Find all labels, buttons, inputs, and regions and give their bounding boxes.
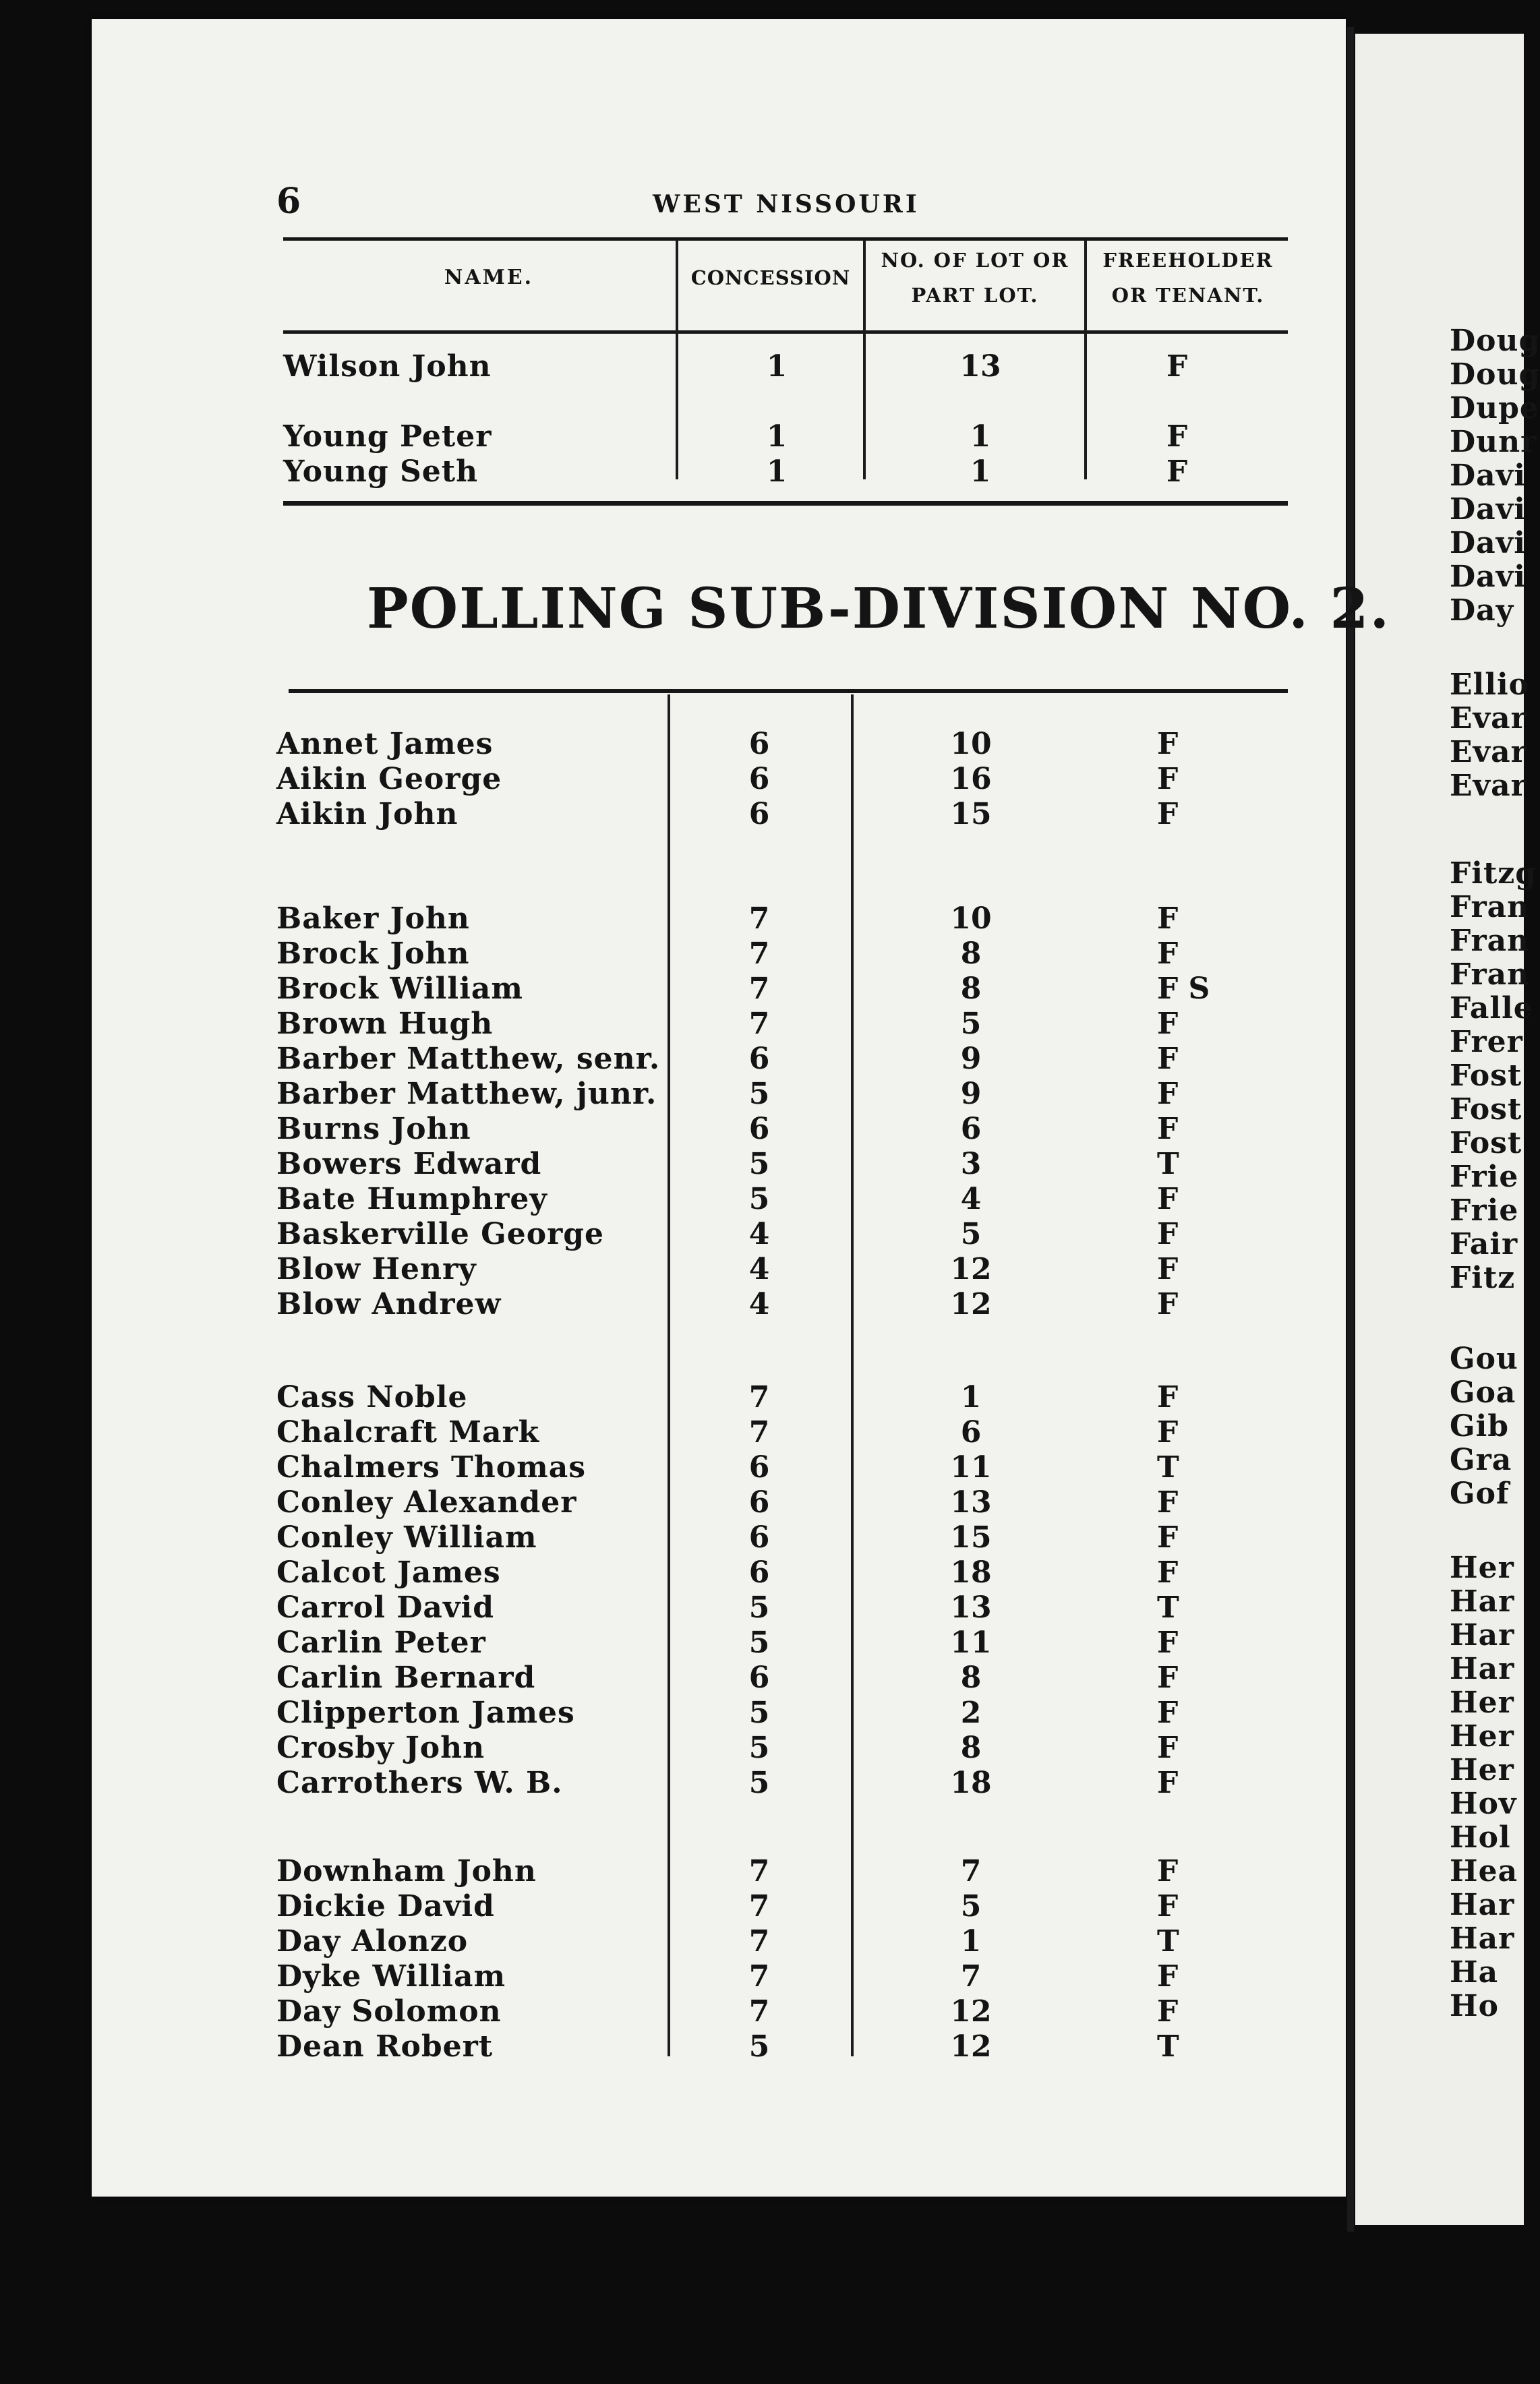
entry-concession: 6 [748, 1661, 770, 1695]
facing-page-name-fragment: Gra [1450, 1443, 1512, 1477]
facing-page-name-fragment: Her [1450, 1686, 1514, 1720]
entry-status: F [1166, 419, 1188, 454]
entry-name: Clipperton James [276, 1696, 575, 1730]
entry-status: F [1157, 1520, 1179, 1555]
entry-lot: 9 [960, 1077, 982, 1111]
entry-status: F [1157, 1042, 1179, 1076]
entry-lot: 15 [950, 1520, 992, 1555]
facing-page-name-fragment: Frer [1450, 1025, 1523, 1059]
facing-page-name-fragment: Her [1450, 1753, 1514, 1787]
entry-status: F [1157, 1415, 1179, 1450]
facing-page-name-fragment: Davi [1450, 492, 1526, 527]
entry-concession: 4 [748, 1252, 770, 1286]
entry-name: Young Peter [283, 419, 492, 454]
entry-lot: 7 [960, 1959, 982, 1994]
column-header-lot: NO. OF LOT OR PART LOT. [881, 249, 1069, 307]
column-header-status: FREEHOLDER OR TENANT. [1102, 249, 1274, 307]
entry-status: F [1157, 936, 1179, 971]
entry-name: Aikin John [276, 797, 458, 831]
entry-lot: 13 [959, 349, 1001, 384]
facing-page-name-fragment: Her [1450, 1719, 1514, 1754]
entry-concession: 7 [748, 1380, 770, 1414]
facing-page-name-fragment: Har [1450, 1888, 1515, 1922]
entry-concession: 5 [748, 1077, 770, 1111]
facing-page-name-fragment: Fost [1450, 1126, 1522, 1160]
entry-concession: 7 [748, 972, 770, 1006]
entry-lot: 1 [970, 419, 991, 454]
entry-name: Brock William [276, 972, 523, 1006]
entry-concession: 4 [748, 1287, 770, 1321]
list-divider-2 [851, 694, 854, 2056]
section-heading: POLLING SUB-DIVISION NO. 2. [367, 576, 1391, 641]
entry-name: Bowers Edward [276, 1147, 542, 1181]
entry-lot: 10 [950, 727, 992, 761]
entry-lot: 18 [950, 1766, 992, 1800]
entry-concession: 6 [748, 1485, 770, 1520]
entry-lot: 1 [960, 1380, 982, 1414]
entry-lot: 16 [950, 762, 992, 796]
entry-name: Carrothers W. B. [276, 1766, 563, 1800]
entry-lot: 5 [960, 1889, 982, 1924]
entry-status: F [1157, 1626, 1179, 1660]
facing-page-name-fragment: Dunr [1450, 425, 1537, 459]
entry-status: F [1157, 1182, 1179, 1216]
entry-status: F [1157, 762, 1179, 796]
entry-name: Carlin Peter [276, 1626, 486, 1660]
entry-status: F [1157, 1112, 1179, 1146]
entry-lot: 1 [970, 454, 991, 489]
facing-page-name-fragment: Har [1450, 1618, 1515, 1652]
entry-status: T [1157, 1450, 1179, 1485]
entry-status: F [1157, 1696, 1179, 1730]
facing-page-name-fragment: Ho [1450, 1989, 1499, 2023]
entry-name: Crosby John [276, 1731, 485, 1765]
entry-name: Downham John [276, 1854, 537, 1888]
facing-page-name-fragment: Ellio [1450, 667, 1530, 702]
entry-name: Annet James [276, 727, 494, 761]
entry-status: F [1157, 1077, 1179, 1111]
facing-page-name-fragment: Doug [1450, 357, 1540, 392]
entry-status: F [1157, 1959, 1179, 1994]
facing-page-name-fragment: Doug [1450, 324, 1540, 358]
entry-status: F [1157, 797, 1179, 831]
entry-concession: 7 [748, 1007, 770, 1041]
entry-lot: 8 [960, 1661, 982, 1695]
facing-page-name-fragment: Frie [1450, 1160, 1519, 1194]
entry-status: F S [1157, 972, 1210, 1006]
entry-name: Day Solomon [276, 1994, 502, 2029]
facing-page-name-fragment: Fost [1450, 1092, 1522, 1127]
entry-concession: 6 [748, 727, 770, 761]
entry-name: Brock John [276, 936, 470, 971]
entry-status: T [1157, 1147, 1179, 1181]
entry-concession: 5 [748, 1731, 770, 1765]
entry-status: F [1157, 1217, 1179, 1251]
facing-page-name-fragment: Gib [1450, 1409, 1510, 1443]
page-number: 6 [276, 181, 301, 222]
entry-status: F [1157, 1766, 1179, 1800]
entry-name: Blow Andrew [276, 1287, 502, 1321]
entry-lot: 12 [950, 1994, 992, 2029]
entry-name: Dean Robert [276, 2029, 494, 2064]
entry-concession: 5 [748, 1696, 770, 1730]
entry-name: Brown Hugh [276, 1007, 494, 1041]
entry-lot: 12 [950, 1287, 992, 1321]
entry-name: Barber Matthew, senr. [276, 1042, 661, 1076]
entry-concession: 5 [748, 1590, 770, 1625]
entry-status: F [1157, 1485, 1179, 1520]
entry-concession: 5 [748, 2029, 770, 2064]
entry-name: Baskerville George [276, 1217, 605, 1251]
entry-lot: 13 [950, 1590, 992, 1625]
entry-status: F [1157, 1287, 1179, 1321]
entry-status: F [1157, 1731, 1179, 1765]
list-divider-1 [668, 694, 670, 2056]
facing-page-name-fragment: Evar [1450, 735, 1527, 769]
entry-status: T [1157, 1924, 1179, 1959]
facing-page-name-fragment: Fitz [1450, 1261, 1516, 1295]
entry-lot: 15 [950, 797, 992, 831]
right-page [1355, 34, 1540, 2225]
entry-name: Barber Matthew, junr. [276, 1077, 657, 1111]
facing-page-name-fragment: Davi [1450, 560, 1526, 594]
entry-lot: 12 [950, 1252, 992, 1286]
column-header-concession: CONCESSION [690, 266, 851, 289]
entry-name: Calcot James [276, 1555, 501, 1590]
entry-status: F [1157, 1889, 1179, 1924]
entry-lot: 2 [960, 1696, 982, 1730]
facing-page-name-fragment: Gof [1450, 1477, 1510, 1511]
entry-status: F [1157, 901, 1179, 936]
entry-lot: 18 [950, 1555, 992, 1590]
facing-page-name-fragment: Frie [1450, 1193, 1519, 1228]
entry-lot: 11 [950, 1626, 992, 1660]
entry-name: Wilson John [283, 349, 492, 384]
section-rule [289, 689, 1288, 693]
facing-page-name-fragment: Fost [1450, 1059, 1522, 1093]
entry-lot: 5 [960, 1217, 982, 1251]
entry-concession: 7 [748, 1854, 770, 1888]
entry-lot: 8 [960, 972, 982, 1006]
entry-name: Day Alonzo [276, 1924, 469, 1959]
entry-status: F [1157, 1994, 1179, 2029]
column-header-name: NAME. [444, 266, 534, 289]
facing-page-name-fragment: Har [1450, 1584, 1515, 1619]
entry-concession: 6 [748, 762, 770, 796]
entry-name: Cass Noble [276, 1380, 468, 1414]
header-rule-top [283, 237, 1288, 241]
entry-lot: 12 [950, 2029, 992, 2064]
facing-page-name-fragment: Fran [1450, 957, 1530, 992]
entry-status: T [1157, 2029, 1179, 2064]
entry-concession: 6 [748, 1520, 770, 1555]
entry-lot: 10 [950, 901, 992, 936]
entry-lot: 6 [960, 1415, 982, 1450]
entry-concession: 6 [748, 1555, 770, 1590]
entry-concession: 1 [766, 454, 788, 489]
entry-concession: 7 [748, 936, 770, 971]
entry-status: F [1157, 1380, 1179, 1414]
entry-concession: 7 [748, 1959, 770, 1994]
facing-page-name-fragment: Gou [1450, 1342, 1518, 1376]
entry-status: F [1157, 1007, 1179, 1041]
entry-status: F [1157, 1252, 1179, 1286]
facing-page-name-fragment: Day [1450, 593, 1514, 628]
entry-lot: 13 [950, 1485, 992, 1520]
entry-lot: 5 [960, 1007, 982, 1041]
entry-status: F [1157, 727, 1179, 761]
entry-name: Blow Henry [276, 1252, 477, 1286]
entry-lot: 6 [960, 1112, 982, 1146]
entry-concession: 1 [766, 419, 788, 454]
entry-lot: 9 [960, 1042, 982, 1076]
facing-page-name-fragment: Davi [1450, 526, 1526, 560]
entry-name: Chalcraft Mark [276, 1415, 540, 1450]
entry-status: T [1157, 1590, 1179, 1625]
header-rule-bottom [283, 330, 1288, 334]
facing-page-name-fragment: Fitzg [1450, 856, 1537, 891]
facing-page-name-fragment: Har [1450, 1652, 1515, 1686]
facing-page-name-fragment: Fair [1450, 1227, 1518, 1261]
facing-page-name-fragment: Hov [1450, 1787, 1517, 1821]
entry-concession: 5 [748, 1626, 770, 1660]
facing-page-name-fragment: Her [1450, 1551, 1514, 1585]
entry-name: Bate Humphrey [276, 1182, 547, 1216]
entry-concession: 6 [748, 1450, 770, 1485]
entry-concession: 4 [748, 1217, 770, 1251]
entry-name: Carrol David [276, 1590, 494, 1625]
entry-lot: 8 [960, 1731, 982, 1765]
entry-concession: 7 [748, 1924, 770, 1959]
entry-name: Aikin George [276, 762, 502, 796]
facing-page-name-fragment: Ha [1450, 1955, 1499, 1990]
entry-lot: 1 [960, 1924, 982, 1959]
entry-name: Dickie David [276, 1889, 495, 1924]
facing-page-name-fragment: Fran [1450, 924, 1530, 958]
entry-name: Baker John [276, 901, 470, 936]
page-title: WEST NISSOURI [653, 190, 920, 218]
entry-lot: 4 [960, 1182, 982, 1216]
entry-name: Conley William [276, 1520, 537, 1555]
entry-concession: 6 [748, 1112, 770, 1146]
entry-concession: 7 [748, 1415, 770, 1450]
entry-status: F [1157, 1854, 1179, 1888]
entry-name: Chalmers Thomas [276, 1450, 586, 1485]
facing-page-name-fragment: Goa [1450, 1375, 1516, 1410]
facing-page-name-fragment: Dupe [1450, 391, 1539, 425]
entry-concession: 6 [748, 1042, 770, 1076]
entry-name: Dyke William [276, 1959, 506, 1994]
entry-name: Young Seth [283, 454, 479, 489]
facing-page-name-fragment: Falle [1450, 991, 1533, 1025]
entry-status: F [1157, 1661, 1179, 1695]
entry-name: Carlin Bernard [276, 1661, 536, 1695]
entry-status: F [1166, 454, 1188, 489]
entry-concession: 5 [748, 1182, 770, 1216]
entry-lot: 8 [960, 936, 982, 971]
entry-concession: 1 [766, 349, 788, 384]
entry-concession: 5 [748, 1147, 770, 1181]
entry-concession: 7 [748, 901, 770, 936]
facing-page-name-fragment: Har [1450, 1921, 1515, 1956]
facing-page-name-fragment: Evar [1450, 701, 1527, 736]
entry-status: F [1157, 1555, 1179, 1590]
entry-name: Conley Alexander [276, 1485, 577, 1520]
entry-concession: 5 [748, 1766, 770, 1800]
page-fold [1347, 27, 1354, 2232]
entry-concession: 6 [748, 797, 770, 831]
entry-concession: 7 [748, 1889, 770, 1924]
facing-page-name-fragment: Hol [1450, 1820, 1511, 1855]
entry-status: F [1166, 349, 1188, 384]
top-section-rule [283, 501, 1288, 506]
entry-name: Burns John [276, 1112, 471, 1146]
facing-page-name-fragment: Hea [1450, 1854, 1518, 1888]
entry-lot: 11 [950, 1450, 992, 1485]
entry-concession: 7 [748, 1994, 770, 2029]
entry-lot: 3 [960, 1147, 982, 1181]
facing-page-name-fragment: Evar [1450, 769, 1527, 803]
facing-page-name-fragment: Fran [1450, 890, 1530, 924]
entry-lot: 7 [960, 1854, 982, 1888]
facing-page-name-fragment: Davi [1450, 458, 1526, 493]
